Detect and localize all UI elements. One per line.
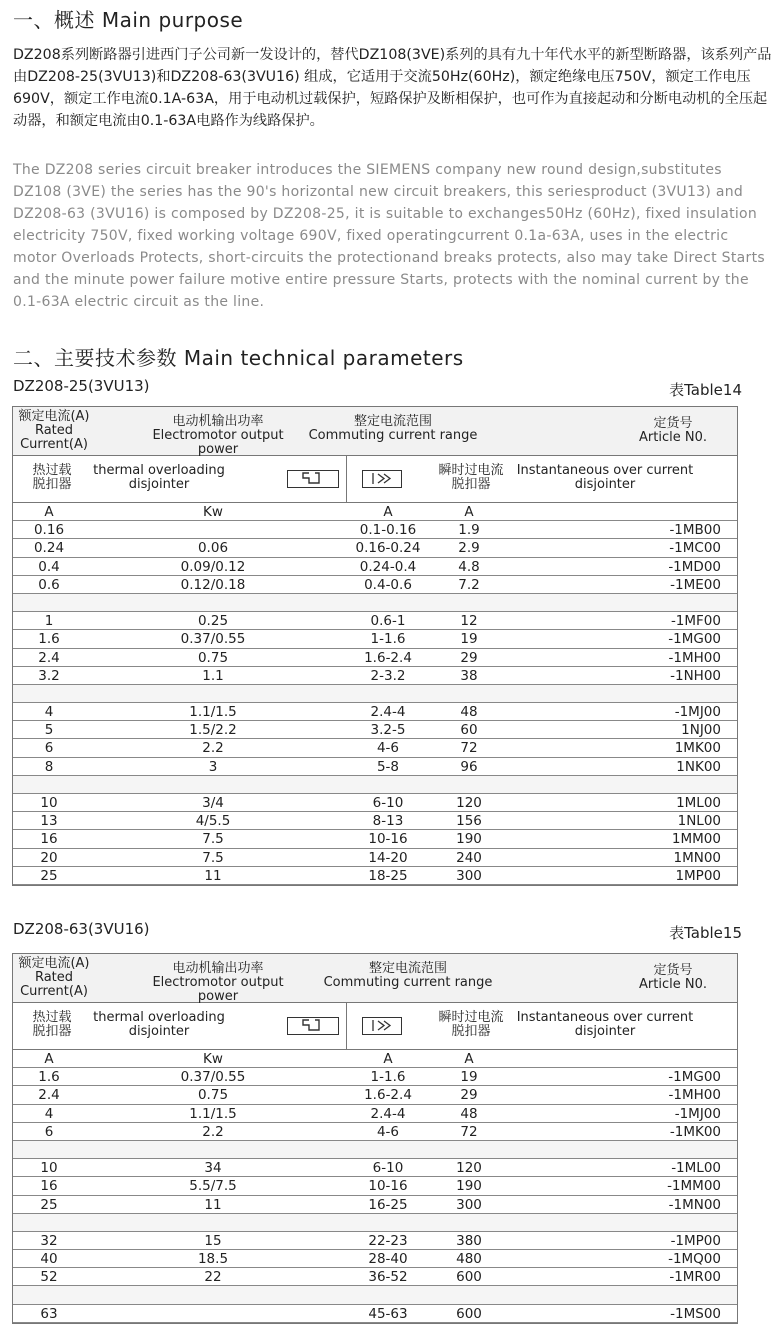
range-cell: 0.16-0.24 bbox=[355, 540, 421, 557]
rated-cn: 额定电流(A) bbox=[18, 956, 90, 971]
table-row bbox=[13, 1305, 737, 1323]
rated-current-cell: 8 bbox=[44, 758, 54, 775]
power-cell: 11 bbox=[204, 867, 222, 884]
power-cell: 3 bbox=[208, 758, 218, 775]
rated-current-cell: 52 bbox=[40, 1269, 58, 1286]
power-cell: 34 bbox=[204, 1160, 222, 1177]
table-row bbox=[13, 1177, 737, 1195]
range-cell: 8-13 bbox=[372, 813, 404, 830]
table2-label: 表Table15 bbox=[669, 924, 742, 942]
power-cell: 0.25 bbox=[197, 613, 229, 630]
instantaneous-cell: 300 bbox=[456, 867, 482, 884]
range-cell: 18-25 bbox=[368, 867, 408, 884]
power-cn: 电动机输出功率 bbox=[172, 414, 264, 429]
table-row bbox=[13, 867, 737, 885]
thermal-cn bbox=[27, 1011, 77, 1039]
instantaneous-cell: 19 bbox=[460, 631, 478, 648]
article-no-cell: -1MJ00 bbox=[674, 704, 721, 721]
instantaneous-cell: 7.2 bbox=[458, 576, 480, 593]
range-cell: 10-16 bbox=[368, 831, 408, 848]
table-row bbox=[13, 612, 737, 630]
thermal-en1: thermal overloading bbox=[93, 1010, 225, 1025]
table-row bbox=[13, 1086, 737, 1104]
range-en: Commuting current range bbox=[323, 975, 493, 990]
rated-current-header bbox=[17, 957, 91, 999]
instantaneous-cell: 120 bbox=[456, 795, 482, 811]
table-header bbox=[13, 407, 737, 456]
rated-current-cell: 5 bbox=[44, 722, 54, 739]
group-spacer bbox=[13, 1141, 737, 1159]
table-header bbox=[13, 954, 737, 1003]
article-cn: 定货号 bbox=[653, 416, 693, 431]
rated-current-cell: 1.6 bbox=[38, 1069, 60, 1086]
table2 bbox=[12, 953, 738, 1324]
instantaneous-cell: 48 bbox=[460, 704, 478, 721]
unit-a3: A bbox=[464, 1051, 474, 1067]
range-en: Commuting current range bbox=[308, 428, 478, 443]
article-no-cell: 1NJ00 bbox=[681, 722, 721, 739]
inst-en bbox=[515, 1011, 695, 1039]
article-no-cell: -1MJ00 bbox=[674, 1105, 721, 1122]
range-cell: 4-6 bbox=[376, 740, 400, 757]
range-header bbox=[308, 415, 478, 443]
rated-current-cell: 2.4 bbox=[38, 1087, 60, 1104]
power-cn: 电动机输出功率 bbox=[172, 961, 264, 976]
rated-current-cell: 4 bbox=[44, 1105, 54, 1122]
range-cell: 0.4-0.6 bbox=[364, 576, 412, 593]
range-cell: 0.1-0.16 bbox=[359, 522, 417, 539]
intro-text-en: The DZ208 series circuit breaker introduces the SIEMENS company new round design,substitutes DZ108 (3VE) the series has the 90's horizontal new circuit breakers, this seriesproduct (3VU13) and DZ208-63 (3VU16) is composed by DZ208-25, it is suitable to exchanges50Hz (60Hz), fixed insulation electricity 750V, fixed working voltage 690V, fixed operatingcurrent 0.1a-63A, uses in the electric motor Overloads Protects, short-circuits the protectionand breaks protects, also may take Direct Starts and the minute power failure motive entire pressure Starts, protects with the nominal current by the 0.1-63A electric circuit as the line. bbox=[13, 162, 765, 310]
range-cell: 16-25 bbox=[368, 1196, 408, 1213]
rated-current-cell: 10 bbox=[40, 795, 58, 811]
range-cell: 22-23 bbox=[368, 1232, 408, 1249]
power-cell: 22 bbox=[204, 1269, 222, 1286]
rated-current-cell: 40 bbox=[40, 1251, 58, 1268]
instantaneous-cell: 2.9 bbox=[458, 540, 480, 557]
table-row bbox=[13, 630, 737, 648]
inst-en2: disjointer bbox=[574, 477, 636, 492]
instantaneous-cell: 4.8 bbox=[458, 558, 480, 575]
article-no-cell: 1NK00 bbox=[676, 758, 721, 775]
rated-current-cell: 0.6 bbox=[38, 576, 60, 593]
table-row bbox=[13, 1123, 737, 1141]
rated-current-cell: 13 bbox=[40, 813, 58, 830]
thermal-en2: disjointer bbox=[128, 1024, 190, 1039]
table-row bbox=[13, 1232, 737, 1250]
table-row bbox=[13, 794, 737, 812]
range-cell: 28-40 bbox=[368, 1251, 408, 1268]
power-cell: 0.06 bbox=[197, 540, 229, 557]
thermal-en2: disjointer bbox=[128, 477, 190, 492]
power-cell: 1.1/1.5 bbox=[189, 704, 237, 721]
rated-current-cell: 6 bbox=[44, 1123, 54, 1140]
inst-cn2: 脱扣器 bbox=[451, 1024, 491, 1039]
rated-en1: Rated bbox=[34, 970, 74, 985]
article-no-cell: -1MD00 bbox=[668, 558, 721, 575]
instantaneous-cell: 19 bbox=[460, 1069, 478, 1086]
range-cell: 45-63 bbox=[368, 1305, 408, 1322]
thermal-en bbox=[79, 1011, 239, 1039]
table-subheader bbox=[13, 456, 737, 503]
rated-current-cell: 3.2 bbox=[38, 667, 60, 684]
table-row bbox=[13, 758, 737, 776]
table-row bbox=[13, 649, 737, 667]
instantaneous-cell: 480 bbox=[456, 1251, 482, 1268]
power-cell: 7.5 bbox=[202, 831, 224, 848]
inst-en bbox=[515, 464, 695, 492]
article-no-cell: -1ME00 bbox=[670, 576, 721, 593]
table-row bbox=[13, 1068, 737, 1086]
range-cell: 14-20 bbox=[368, 849, 408, 866]
instantaneous-cell: 29 bbox=[460, 1087, 478, 1104]
power-cell: 4/5.5 bbox=[195, 813, 231, 830]
instantaneous-cell: 96 bbox=[460, 758, 478, 775]
table-row bbox=[13, 521, 737, 539]
range-cell: 1-1.6 bbox=[370, 1069, 406, 1086]
article-no-cell: 1ML00 bbox=[676, 795, 721, 811]
inst-cn1: 瞬时过电流 bbox=[438, 1010, 504, 1025]
power-cell: 0.37/0.55 bbox=[180, 1069, 246, 1086]
inst-en2: disjointer bbox=[574, 1024, 636, 1039]
rated-current-cell: 25 bbox=[40, 867, 58, 884]
table-row bbox=[13, 849, 737, 867]
instantaneous-symbol-icon bbox=[362, 470, 402, 488]
rated-en2: Current(A) bbox=[20, 984, 88, 999]
power-cell: 11 bbox=[204, 1196, 222, 1213]
power-cell: 1.1/1.5 bbox=[189, 1105, 237, 1122]
range-header bbox=[323, 962, 493, 990]
article-no-cell: -1MH00 bbox=[668, 1087, 721, 1104]
inst-cn1: 瞬时过电流 bbox=[438, 463, 504, 478]
article-no-cell: -1ML00 bbox=[671, 1160, 721, 1177]
table-row bbox=[13, 812, 737, 830]
article-no-cell: -1MF00 bbox=[670, 613, 721, 630]
article-no-cell: 1NL00 bbox=[677, 813, 721, 830]
rated-current-cell: 4 bbox=[44, 704, 54, 721]
unit-a2: A bbox=[383, 1051, 393, 1067]
instantaneous-cell: 300 bbox=[456, 1196, 482, 1213]
power-cell: 0.09/0.12 bbox=[180, 558, 246, 575]
article-cn: 定货号 bbox=[653, 963, 693, 978]
power-cell: 7.5 bbox=[202, 849, 224, 866]
section2-title: 二、主要技术参数 Main technical parameters bbox=[13, 346, 464, 370]
article-en: Article N0. bbox=[639, 430, 707, 445]
rated-current-cell: 2.4 bbox=[38, 649, 60, 666]
instantaneous-cell: 190 bbox=[456, 1178, 482, 1195]
rated-current-header bbox=[17, 410, 91, 452]
article-header bbox=[623, 964, 723, 992]
power-cell: 15 bbox=[204, 1232, 222, 1249]
rated-current-cell: 63 bbox=[40, 1305, 58, 1322]
article-no-cell: -1MC00 bbox=[669, 540, 721, 557]
instantaneous-cell: 156 bbox=[456, 813, 482, 830]
article-no-cell: -1NH00 bbox=[670, 667, 721, 684]
power-cell: 5.5/7.5 bbox=[189, 1178, 237, 1195]
table-row bbox=[13, 1196, 737, 1214]
instantaneous-cell: 190 bbox=[456, 831, 482, 848]
instantaneous-cell: 600 bbox=[456, 1269, 482, 1286]
article-no-cell: -1MH00 bbox=[668, 649, 721, 666]
article-header bbox=[623, 417, 723, 445]
intro-text-cn: DZ208系列断路器引进西门子公司新一发设计的，替代DZ108(3VE)系列的具有九十年代水平的新型断路器，该系列产品由DZ208-25(3VU13)和DZ208-63(3VU16) 组成，它适用于交流50Hz(60Hz)，额定绝缘电压750V，额定工作电压690V，额定工作电流0.1A-63A，用于电动机过载保护，短路保护及断相保护，也可作为直接起动和分断电动机的全压起动器，和额定电流由0.1-63A电路作为线路保护。 bbox=[13, 47, 772, 129]
range-cell: 36-52 bbox=[368, 1269, 408, 1286]
group-spacer bbox=[13, 685, 737, 703]
table1-label: 表Table14 bbox=[669, 381, 742, 399]
inst-en1: Instantaneous over current bbox=[516, 463, 694, 478]
inst-cn2: 脱扣器 bbox=[451, 477, 491, 492]
article-no-cell: 1MM00 bbox=[671, 831, 721, 848]
rated-current-cell: 32 bbox=[40, 1232, 58, 1249]
article-no-cell: -1MG00 bbox=[668, 1069, 721, 1086]
rated-current-cell: 1.6 bbox=[38, 631, 60, 648]
inst-cn bbox=[431, 1011, 511, 1039]
article-en: Article N0. bbox=[639, 977, 707, 992]
range-cell: 0.24-0.4 bbox=[359, 558, 417, 575]
power-en: Electromotor output power bbox=[152, 975, 284, 1004]
range-cell: 6-10 bbox=[372, 1160, 404, 1177]
power-cell: 0.75 bbox=[197, 1087, 229, 1104]
thermal-cn bbox=[27, 464, 77, 492]
rated-current-cell: 0.16 bbox=[33, 522, 65, 539]
power-cell: 0.75 bbox=[197, 649, 229, 666]
unit-row bbox=[13, 503, 737, 521]
table-row bbox=[13, 721, 737, 739]
instantaneous-cell: 1.9 bbox=[458, 522, 480, 539]
article-no-cell: 1MP00 bbox=[675, 867, 721, 884]
table-row bbox=[13, 703, 737, 721]
table-row bbox=[13, 558, 737, 576]
thermal-symbol-icon bbox=[287, 470, 339, 488]
instantaneous-cell: 240 bbox=[456, 849, 482, 866]
article-no-cell: -1MM00 bbox=[667, 1178, 721, 1195]
rated-current-cell: 16 bbox=[40, 831, 58, 848]
inst-cn bbox=[431, 464, 511, 492]
article-no-cell: 1MN00 bbox=[673, 849, 721, 866]
rated-cn: 额定电流(A) bbox=[18, 409, 90, 424]
rated-current-cell: 1 bbox=[44, 613, 54, 630]
rated-current-cell: 0.4 bbox=[38, 558, 60, 575]
range-cell: 1.6-2.4 bbox=[364, 649, 412, 666]
article-no-cell: -1MN00 bbox=[668, 1196, 721, 1213]
range-cell: 3.2-5 bbox=[370, 722, 406, 739]
article-no-cell: 1MK00 bbox=[674, 740, 721, 757]
unit-row bbox=[13, 1050, 737, 1068]
power-cell: 0.37/0.55 bbox=[180, 631, 246, 648]
range-cell: 10-16 bbox=[368, 1178, 408, 1195]
table-row bbox=[13, 739, 737, 757]
instantaneous-cell: 29 bbox=[460, 649, 478, 666]
article-no-cell: -1MB00 bbox=[669, 522, 721, 539]
power-header bbox=[133, 962, 303, 1004]
power-cell: 0.12/0.18 bbox=[180, 576, 246, 593]
unit-a2: A bbox=[383, 504, 393, 520]
group-spacer bbox=[13, 1286, 737, 1304]
range-cell: 1-1.6 bbox=[370, 631, 406, 648]
power-cell: 2.2 bbox=[202, 1123, 224, 1140]
power-cell: 1.5/2.2 bbox=[189, 722, 237, 739]
table-row bbox=[13, 1159, 737, 1177]
thermal-cn1: 热过载 bbox=[32, 463, 72, 478]
power-cell: 3/4 bbox=[202, 795, 224, 811]
table-row bbox=[13, 1105, 737, 1123]
table-row bbox=[13, 539, 737, 557]
article-no-cell: -1MG00 bbox=[668, 631, 721, 648]
section1-title: 一、概述 Main purpose bbox=[13, 8, 244, 32]
thermal-en1: thermal overloading bbox=[93, 463, 225, 478]
group-spacer bbox=[13, 776, 737, 794]
instantaneous-cell: 12 bbox=[460, 613, 478, 630]
range-cn: 整定电流范围 bbox=[368, 961, 447, 976]
rated-current-cell: 10 bbox=[40, 1160, 58, 1177]
table-row bbox=[13, 667, 737, 685]
rated-current-cell: 20 bbox=[40, 849, 58, 866]
range-cell: 2.4-4 bbox=[370, 704, 406, 721]
range-cell: 4-6 bbox=[376, 1123, 400, 1140]
rated-en2: Current(A) bbox=[20, 437, 88, 452]
range-cell: 0.6-1 bbox=[370, 613, 406, 630]
article-no-cell: -1MQ00 bbox=[668, 1251, 721, 1268]
power-header bbox=[133, 415, 303, 457]
instantaneous-cell: 48 bbox=[460, 1105, 478, 1122]
table-row bbox=[13, 576, 737, 594]
instantaneous-cell: 600 bbox=[456, 1305, 482, 1322]
instantaneous-cell: 120 bbox=[456, 1160, 482, 1177]
instantaneous-cell: 72 bbox=[460, 1123, 478, 1140]
table1-name: DZ208-25(3VU13) bbox=[13, 377, 150, 395]
range-cell: 2.4-4 bbox=[370, 1105, 406, 1122]
unit-a: A bbox=[44, 504, 54, 520]
unit-kw: Kw bbox=[203, 1051, 223, 1067]
table-row bbox=[13, 1268, 737, 1286]
table1 bbox=[12, 406, 738, 886]
table-row bbox=[13, 1250, 737, 1268]
table-row bbox=[13, 830, 737, 848]
unit-a3: A bbox=[464, 504, 474, 520]
instantaneous-cell: 72 bbox=[460, 740, 478, 757]
rated-en1: Rated bbox=[34, 423, 74, 438]
power-en: Electromotor output power bbox=[152, 428, 284, 457]
table2-name: DZ208-63(3VU16) bbox=[13, 920, 150, 938]
range-cn: 整定电流范围 bbox=[353, 414, 432, 429]
unit-a: A bbox=[44, 1051, 54, 1067]
article-no-cell: -1MR00 bbox=[669, 1269, 721, 1286]
article-no-cell: -1MK00 bbox=[669, 1123, 721, 1140]
article-no-cell: -1MP00 bbox=[670, 1232, 721, 1249]
group-spacer bbox=[13, 594, 737, 612]
range-cell: 6-10 bbox=[372, 795, 404, 811]
thermal-cn2: 脱扣器 bbox=[32, 1024, 72, 1039]
table-subheader bbox=[13, 1003, 737, 1050]
rated-current-cell: 25 bbox=[40, 1196, 58, 1213]
thermal-cn1: 热过载 bbox=[32, 1010, 72, 1025]
power-cell: 2.2 bbox=[202, 740, 224, 757]
group-spacer bbox=[13, 1214, 737, 1232]
range-cell: 5-8 bbox=[376, 758, 400, 775]
instantaneous-cell: 60 bbox=[460, 722, 478, 739]
rated-current-cell: 16 bbox=[40, 1178, 58, 1195]
instantaneous-cell: 38 bbox=[460, 667, 478, 684]
power-cell: 18.5 bbox=[197, 1251, 229, 1268]
rated-current-cell: 0.24 bbox=[33, 540, 65, 557]
power-cell: 1.1 bbox=[202, 667, 224, 684]
thermal-symbol-icon bbox=[287, 1017, 339, 1035]
range-cell: 2-3.2 bbox=[370, 667, 406, 684]
instantaneous-symbol-icon bbox=[362, 1017, 402, 1035]
instantaneous-cell: 380 bbox=[456, 1232, 482, 1249]
article-no-cell: -1MS00 bbox=[670, 1305, 721, 1322]
inst-en1: Instantaneous over current bbox=[516, 1010, 694, 1025]
unit-kw: Kw bbox=[203, 504, 223, 520]
range-cell: 1.6-2.4 bbox=[364, 1087, 412, 1104]
thermal-en bbox=[79, 464, 239, 492]
rated-current-cell: 6 bbox=[44, 740, 54, 757]
thermal-cn2: 脱扣器 bbox=[32, 477, 72, 492]
